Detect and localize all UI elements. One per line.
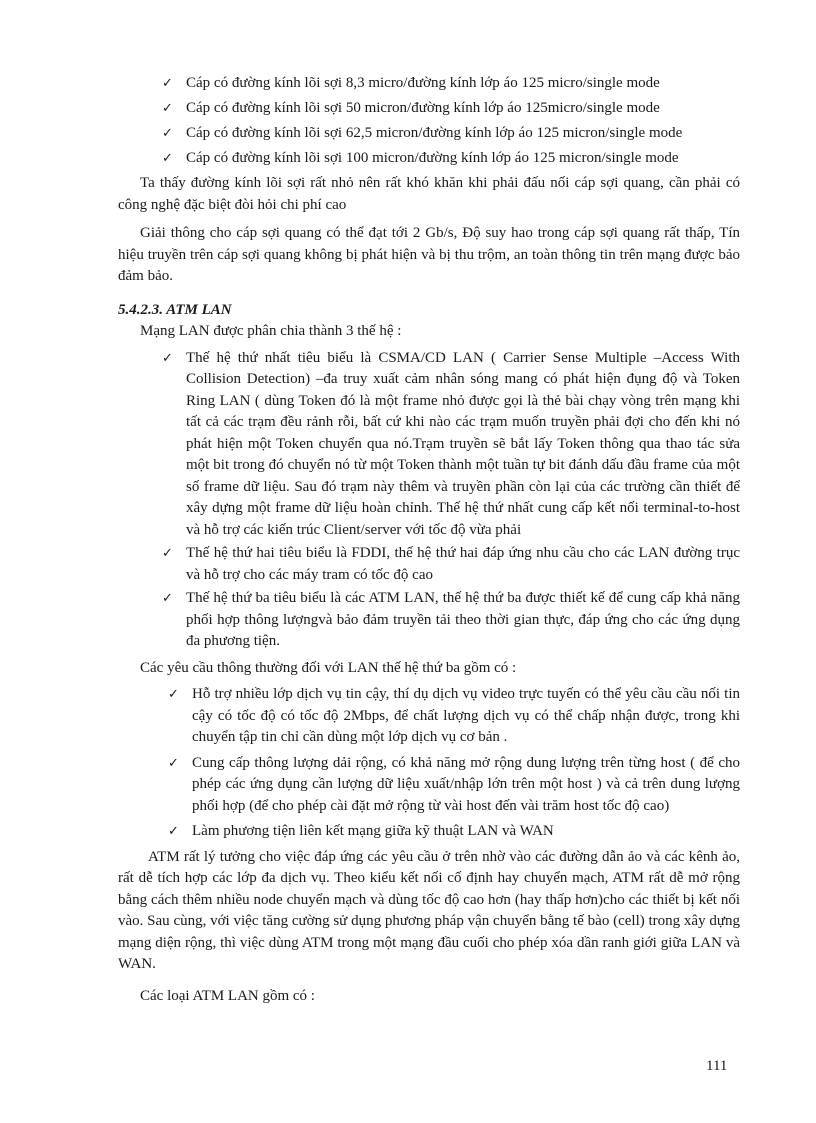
list-item — [118, 543, 740, 586]
cable-spec-list — [118, 73, 740, 170]
page-content — [118, 73, 740, 1007]
cable-spec-text: Cáp có đường kính lõi sợi 8,3 micro/đường kính lớp áo 125 micro/single mode — [186, 75, 660, 91]
checkmark-icon: ✓ — [168, 824, 179, 839]
section-heading: 5.4.2.3. ATM LAN — [118, 301, 232, 318]
checkmark-icon: ✓ — [162, 101, 173, 116]
cable-spec-text: Cáp có đường kính lõi sợi 100 micron/đường kính lớp áo 125 micron/single mode — [186, 150, 679, 166]
list-item — [118, 753, 740, 818]
checkmark-icon: ✓ — [162, 151, 173, 166]
list-item — [118, 73, 740, 95]
cable-spec-text: Cáp có đường kính lõi sợi 62,5 micron/đường kính lớp áo 125 micron/single mode — [186, 125, 683, 141]
checkmark-icon: ✓ — [162, 591, 173, 606]
generation-text: Thế hệ thứ ba tiêu biểu là các ATM LAN, thế hệ thứ ba được thiết kế để cung cấp khả năng phối hợp thông lượngvà bảo đảm truyền tải theo thời gian thực, đáp ứng cho các ứng dụng đa phương tiện. — [186, 590, 740, 649]
list-item — [118, 684, 740, 749]
page-number: 111 — [706, 1058, 728, 1074]
checkmark-icon: ✓ — [162, 76, 173, 91]
checkmark-icon: ✓ — [162, 546, 173, 561]
checkmark-icon: ✓ — [162, 126, 173, 141]
cable-spec-text: Cáp có đường kính lõi sợi 50 micron/đường kính lớp áo 125micro/single mode — [186, 100, 660, 116]
list-item — [118, 588, 740, 653]
generation-text: Thế hệ thứ nhất tiêu biểu là CSMA/CD LAN ( Carrier Sense Multiple –Access With Collision Detection) –đa truy xuất cảm nhân sóng mang có phát hiện đụng độ và Token Ring LAN ( dùng Token đó là một frame nhỏ được gọi là thẻ bài chạy vòng trên mạng khi tất cả các trạm đều rảnh rỗi, bất cứ khi nào các trạm muốn truyền phải đợi cho đến khi nó phát hiện một Token chuyển qua nó.Trạm truyền sẽ bắt lấy Token thông qua thao tác sửa một bit trong đó chuyển nó từ một Token thành một tuần tự bit đánh dấu đầu frame của một số frame dữ liệu. Sau đó trạm này thêm và truyền phần còn lại của các trường cần thiết để xây dựng một frame dữ liệu hoàn chỉnh. Thế hệ thứ nhất cung cấp kết nối terminal-to-host và hỗ trợ các kiến trúc Client/server với tốc độ vừa phải — [186, 349, 740, 538]
requirement-text: Hỗ trợ nhiều lớp dịch vụ tin cậy, thí dụ dịch vụ video trực tuyến có thể yêu cầu cầu nối tin cậy có tốc độ có tốc độ 2Mbps, để chất lượng dịch vụ có thể chấp nhận được, trong khi chuyển tập tin chỉ cần dùng một lớp dịch vụ cơ bản . — [192, 686, 740, 745]
requirement-text: Cung cấp thông lượng dải rộng, có khả năng mở rộng dung lượng trên từng host ( để cho phép các ứng dụng cần lượng dữ liệu xuất/nhập lớn trên một host ) và cả trên dung lượng phối hợp (để cho phép cài đặt mở rộng từ vài host đến vài trăm host tốc độ cao) — [192, 754, 740, 814]
checkmark-icon: ✓ — [168, 687, 179, 702]
list-item — [118, 348, 740, 542]
generation-list — [118, 348, 740, 653]
paragraph-core-diameter: Ta thấy đường kính lõi sợi rất nhỏ nên rất khó khăn khi phải đấu nối cáp sợi quang, cần phải có công nghệ đặc biệt đòi hỏi chi phí cao — [118, 175, 740, 213]
list-item — [118, 148, 740, 170]
checkmark-icon: ✓ — [162, 350, 173, 366]
list-item — [118, 98, 740, 120]
requirement-text: Làm phương tiện liên kết mạng giữa kỹ thuật LAN và WAN — [192, 823, 554, 839]
generation-text: Thế hệ thứ hai tiêu biểu là FDDI, thế hệ thứ hai đáp ứng nhu cầu cho các LAN đường trục và hỗ trợ cho các máy tram có tốc độ cao — [186, 545, 740, 583]
requirements-list — [118, 684, 740, 843]
checkmark-icon: ✓ — [168, 755, 179, 771]
requirements-intro: Các yêu cầu thông thường đối với LAN thế hệ thứ ba gồm có : — [140, 659, 517, 676]
atm-types-intro: Các loại ATM LAN gồm có : — [140, 987, 315, 1004]
paragraph-atm: ATM rất lý tưởng cho việc đáp ứng các yêu cầu ở trên nhờ vào các đường dẫn ảo và các kênh ảo, rất dễ tích hợp các lớp đa dịch vụ. Theo kiểu kết nối cố định hay chuyển mạch, ATM rất dễ mở rộng bằng cách thêm nhiều node chuyển mạch và dùng tốc độ cao hơn (hay thấp hơn)cho các thiết bị kết nối vào. Sau cùng, với việc tăng cường sử dụng phương pháp vận chuyển bằng tế bào (cell) trong xây dựng mạng diện rộng, thì việc dùng ATM trong một mạng đầu cuối cho phép xóa dần ranh giới giữa LAN và WAN. — [118, 848, 740, 972]
paragraph-bandwidth: Giải thông cho cáp sợi quang có thể đạt tới 2 Gb/s, Độ suy hao trong cáp sợi quang rất thấp, Tín hiệu truyền trên cáp sợi quang không bị phát hiện và bị thu trộm, an toàn thông tin trên mạng được bảo đảm bảo. — [118, 225, 740, 284]
list-item — [118, 821, 740, 843]
list-item — [118, 123, 740, 145]
generations-intro: Mạng LAN được phân chia thành 3 thế hệ : — [140, 323, 402, 339]
